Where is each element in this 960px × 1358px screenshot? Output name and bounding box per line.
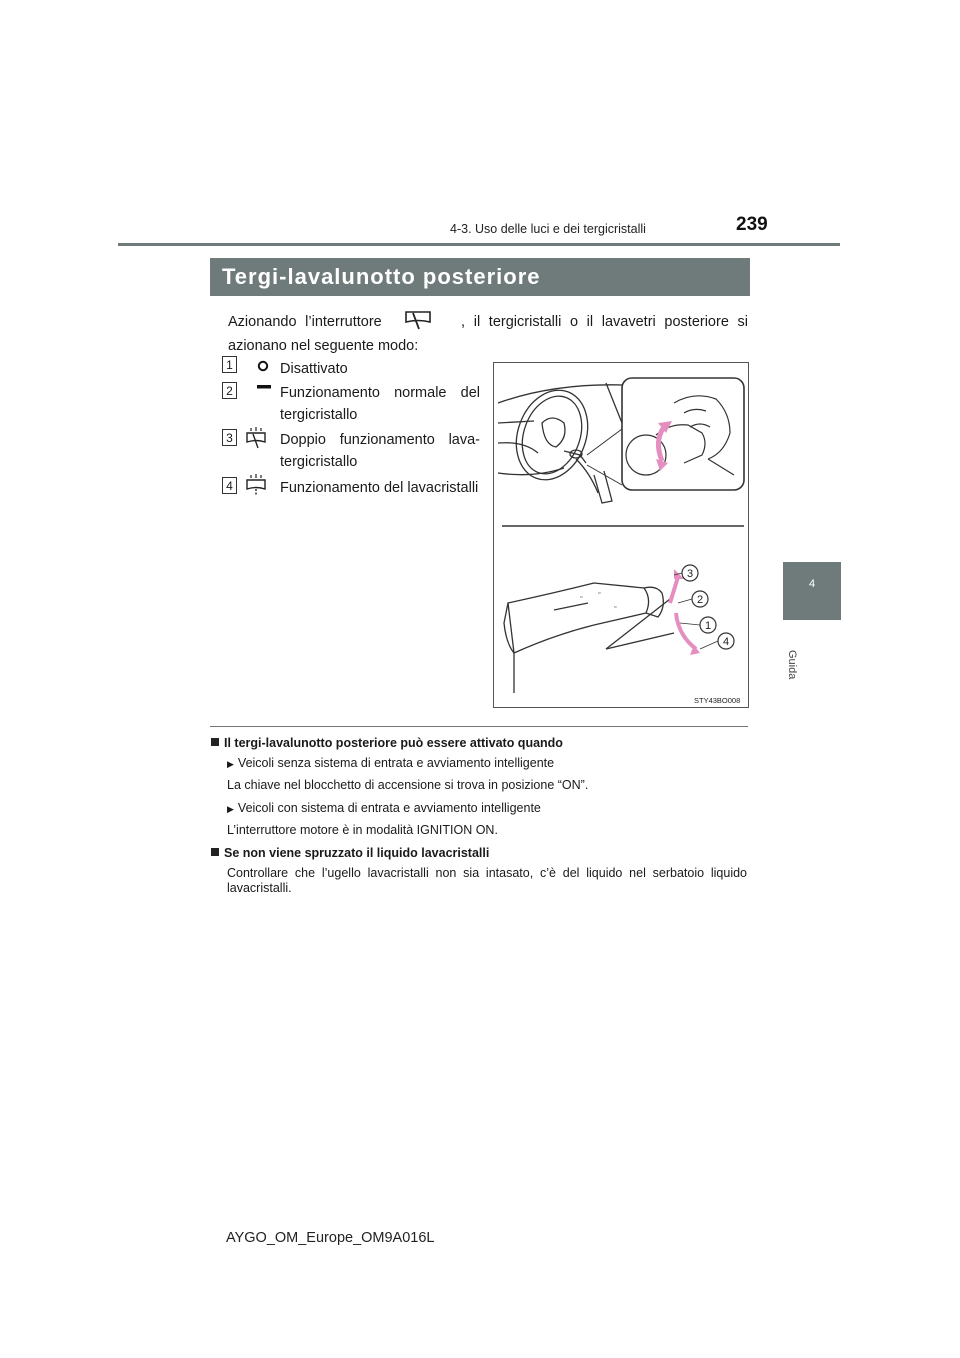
- illustration-frame: [493, 362, 749, 708]
- running-header: 4-3. Uso delle luci e dei tergicristalli: [450, 222, 646, 236]
- callout-1: 1: [704, 620, 712, 632]
- notes-section: [211, 736, 747, 904]
- intro-text-2: , il tergicristalli o il lavavetri posteriore si azionano nel seguente modo:: [228, 314, 749, 354]
- figure-code: STY43BO008: [694, 696, 741, 705]
- chapter-tab: [783, 562, 841, 620]
- page-number: 239: [736, 214, 768, 235]
- rear-wiper-switch-icon: [404, 310, 432, 332]
- callout-2: 2: [696, 594, 704, 606]
- note-sub-1: Veicoli senza sistema di entrata e avviamento intelligente: [237, 756, 555, 770]
- item-text-3: Doppio funzionamento lava-tergicristallo: [280, 432, 480, 470]
- note-heading-2: Se non viene spruzzato il liquido lavacristalli: [224, 846, 490, 860]
- document-footer: AYGO_OM_Europe_OM9A016L: [226, 1230, 435, 1246]
- note-heading-1: Il tergi-lavalunotto posteriore può essere attivato quando: [224, 736, 563, 750]
- chapter-tab-label: Guida: [786, 650, 798, 680]
- header-rule: [118, 243, 840, 246]
- square-bullet-icon: [211, 738, 219, 746]
- washer-icon: [245, 474, 267, 498]
- wiper-washer-icon: [245, 427, 267, 451]
- notes-rule: [210, 726, 748, 727]
- callout-4: 4: [722, 636, 730, 648]
- item-text-4: Funzionamento del lavacristalli: [280, 480, 479, 496]
- item-text-2: Funzionamento normale del tergicristallo: [280, 385, 480, 423]
- svg-text:▫: ▫: [598, 590, 601, 597]
- intro-text-1: Azionando l’interruttore: [228, 314, 382, 330]
- section-title: Tergi-lavalunotto posteriore: [210, 258, 750, 296]
- note-para-2: L’interruttore motore è in modalità IGNITION ON.: [227, 823, 498, 837]
- note-para-1: La chiave nel blocchetto di accensione si trova in posizione “ON”.: [227, 778, 589, 792]
- svg-text:▫: ▫: [580, 594, 583, 601]
- note-sub-2: Veicoli con sistema di entrata e avviamento intelligente: [237, 801, 541, 815]
- chapter-tab-number: 4: [808, 578, 816, 590]
- intro-paragraph: [228, 310, 748, 358]
- wiper-lever-illustration: [494, 363, 748, 707]
- item-text-1: Disattivato: [280, 361, 348, 377]
- item-number-3: 3: [222, 429, 237, 446]
- note-para-3: Controllare che l’ugello lavacristalli non sia intasato, c’è del liquido nel serbatoio liquido lavacristalli.: [227, 866, 747, 895]
- item-number-4: 4: [222, 477, 237, 494]
- callout-3: 3: [686, 568, 694, 580]
- item-number-1: 1: [222, 356, 237, 373]
- triangle-bullet-icon: ▶: [227, 759, 234, 769]
- svg-text:▫: ▫: [614, 604, 617, 611]
- item-number-2: 2: [222, 382, 237, 399]
- off-circle-icon: [256, 359, 270, 373]
- triangle-bullet-icon: ▶: [227, 804, 234, 814]
- square-bullet-icon: [211, 848, 219, 856]
- dash-line-icon: [256, 382, 272, 392]
